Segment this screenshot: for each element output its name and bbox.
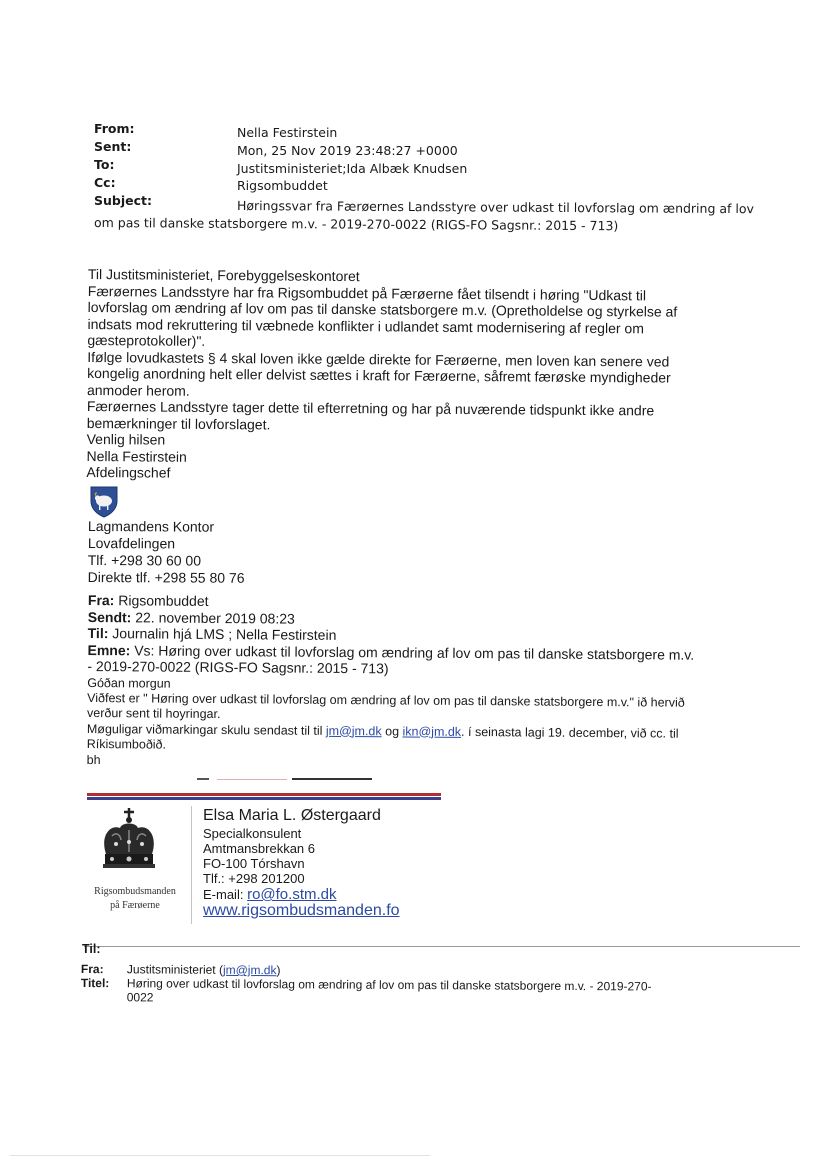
- sent-label: Sent:: [94, 139, 132, 154]
- signature-name: Elsa Maria L. Østergaard: [203, 807, 381, 824]
- fwd-subject-line-2: - 2019-270-0022 (RIGS-FO Sagsnr.: 2015 - 713): [87, 657, 389, 677]
- message-line: Færøernes Landsstyre tager dette til efterretning og har på nuværende tidspunkt ikke andre: [86, 397, 655, 419]
- from-value: Nella Festirstein: [237, 125, 338, 140]
- footer-from-label: Fra:: [80, 962, 104, 977]
- message-line: Venlig hilsen: [86, 430, 166, 448]
- fwd-sent-value: 22. november 2019 08:23: [135, 608, 295, 627]
- fwd-initials: bh: [86, 752, 101, 767]
- logo-caption: [86, 885, 184, 913]
- message-line: indsats mod rekruttering til væbnede konflikter i udlandet samt modernisering af regler om: [87, 315, 644, 336]
- cc-value: Rigsombuddet: [237, 178, 328, 193]
- divider: [197, 778, 372, 781]
- logo-caption-line-2: på Færøerne: [110, 900, 160, 911]
- office-direct-phone: Direkte tlf. +298 55 80 76: [87, 568, 245, 586]
- fwd-from-label: Fra:: [87, 592, 115, 609]
- message-line: lovforslag om ændring af lov om pas til danske statsborgere m.v. (Opretholdelse og styrkelse af: [87, 298, 678, 320]
- subject-line-1: Høringssvar fra Færøernes Landsstyre over udkast til lovforslag om ændring af lov: [236, 198, 754, 217]
- signature-street: Amtmansbrekkan 6: [203, 841, 315, 856]
- message-line: Ifølge lovudkastets § 4 skal loven ikke gælde direkte for Færøerne, men loven kan senere ved: [87, 348, 670, 370]
- sent-value: Mon, 25 Nov 2019 23:48:27 +0000: [237, 143, 458, 158]
- from-label: From:: [94, 121, 135, 136]
- footer-title-label: Titel:: [80, 975, 110, 991]
- signature-email-label: E-mail:: [203, 887, 244, 902]
- fwd-body-text: og: [385, 723, 400, 738]
- office-department: Lovafdelingen: [87, 534, 176, 552]
- message-line: gæsteprotokoller)".: [87, 331, 206, 349]
- forwarded-message: [87, 592, 748, 773]
- signature-title: Specialkonsulent: [203, 826, 302, 841]
- signature-website-row: [203, 903, 400, 918]
- footer-title-value: [127, 976, 652, 1007]
- signature-website-link[interactable]: www.rigsombudsmanden.fo: [203, 902, 400, 919]
- scan-edge-line: [10, 1155, 430, 1156]
- footer-email-link[interactable]: jm@jm.dk: [222, 962, 277, 978]
- footer-title-line-1: Høring over udkast til lovforslag om ændring af lov om pas til danske statsborgere m.v. - 2019-270-: [126, 976, 652, 994]
- signature-email-row: [203, 887, 400, 902]
- fwd-sent-label: Sendt:: [87, 608, 132, 625]
- message-line: Til Justitsministeriet, Forebyggelseskontoret: [87, 266, 360, 285]
- cc-label: Cc:: [94, 175, 116, 190]
- office-phone: Tlf. +298 30 60 00: [87, 551, 202, 569]
- fwd-body-line: verður sent til hoyringar.: [86, 705, 221, 721]
- signature-city: FO-100 Tórshavn: [203, 856, 305, 871]
- signature-rule-blue: [87, 797, 441, 800]
- email-link-jm[interactable]: jm@jm.dk: [325, 723, 382, 738]
- message-line: Nella Festirstein: [86, 447, 187, 465]
- footer-rule: [84, 946, 800, 947]
- fwd-to-label: Til:: [87, 624, 109, 642]
- footer-from-value: Justitsministeriet (: [126, 962, 224, 977]
- subject-line-2: om pas til danske statsborgere m.v. - 2019-270-0022 (RIGS-FO Sagsnr.: 2015 - 713): [93, 215, 619, 234]
- signature-divider: [191, 806, 192, 924]
- office-info: [88, 518, 245, 587]
- message-line: Afdelingschef: [86, 463, 171, 481]
- subject-label: Subject:: [94, 193, 152, 208]
- crown-logo-icon: [96, 806, 162, 884]
- office-name: Lagmandens Kontor: [87, 518, 215, 535]
- footer-to-label: Til:: [82, 942, 101, 956]
- message-body: [86, 266, 748, 486]
- to-value: Justitsministeriet;Ida Albæk Knudsen: [237, 161, 468, 176]
- signature-email-link[interactable]: ro@fo.stm.dk: [247, 886, 337, 903]
- fwd-greeting: Góðan morgun: [87, 675, 171, 691]
- fwd-to-value: Journalin hjá LMS ; Nella Festirstein: [112, 625, 337, 643]
- message-line: kongelig anordning helt eller delvist sættes i kraft for Færøerne, såfremt færøske myndigheder: [87, 364, 671, 386]
- fwd-body-line: Ríkisumboðið.: [86, 736, 167, 752]
- message-line: Færøernes Landsstyre har fra Rigsombuddet på Færøerne fået tilsendt i høring "Udkast til: [87, 282, 647, 303]
- fwd-subject-label: Emne:: [87, 641, 131, 658]
- fwd-body-text: Møguligar viðmarkingar skulu sendast til til: [86, 721, 323, 738]
- footer-title-line-2: 0022: [126, 990, 154, 1005]
- signature-rule-red: [87, 793, 441, 796]
- fwd-body-line: Viðfest er " Høring over udkast til lovforslag om ændring af lov om pas til danske statsborgere m.v." ið hervið: [87, 690, 685, 710]
- signature-card: [203, 806, 400, 918]
- message-line: anmoder herom.: [86, 381, 190, 399]
- email-link-ikn[interactable]: ikn@jm.dk: [402, 723, 462, 739]
- footer-block: [81, 962, 761, 1008]
- logo-caption-line-1: Rigsombudsmanden: [94, 886, 176, 897]
- signature-phone: Tlf.: +298 201200: [203, 871, 305, 886]
- to-label: To:: [94, 157, 115, 172]
- fwd-body-text: . í seinasta lagi 19. december, við cc. til: [461, 724, 679, 741]
- fwd-from-value: Rigsombuddet: [118, 592, 209, 609]
- footer-from-close: ): [276, 963, 281, 978]
- coat-of-arms-shield-icon: [89, 486, 119, 518]
- fwd-subject-line-1: Vs: Høring over udkast til lovforslag om ændring af lov om pas til danske statsborgere m.v.: [134, 641, 695, 663]
- footer-title-row: [81, 976, 761, 1008]
- message-line: bemærkninger til lovforslaget.: [86, 414, 271, 432]
